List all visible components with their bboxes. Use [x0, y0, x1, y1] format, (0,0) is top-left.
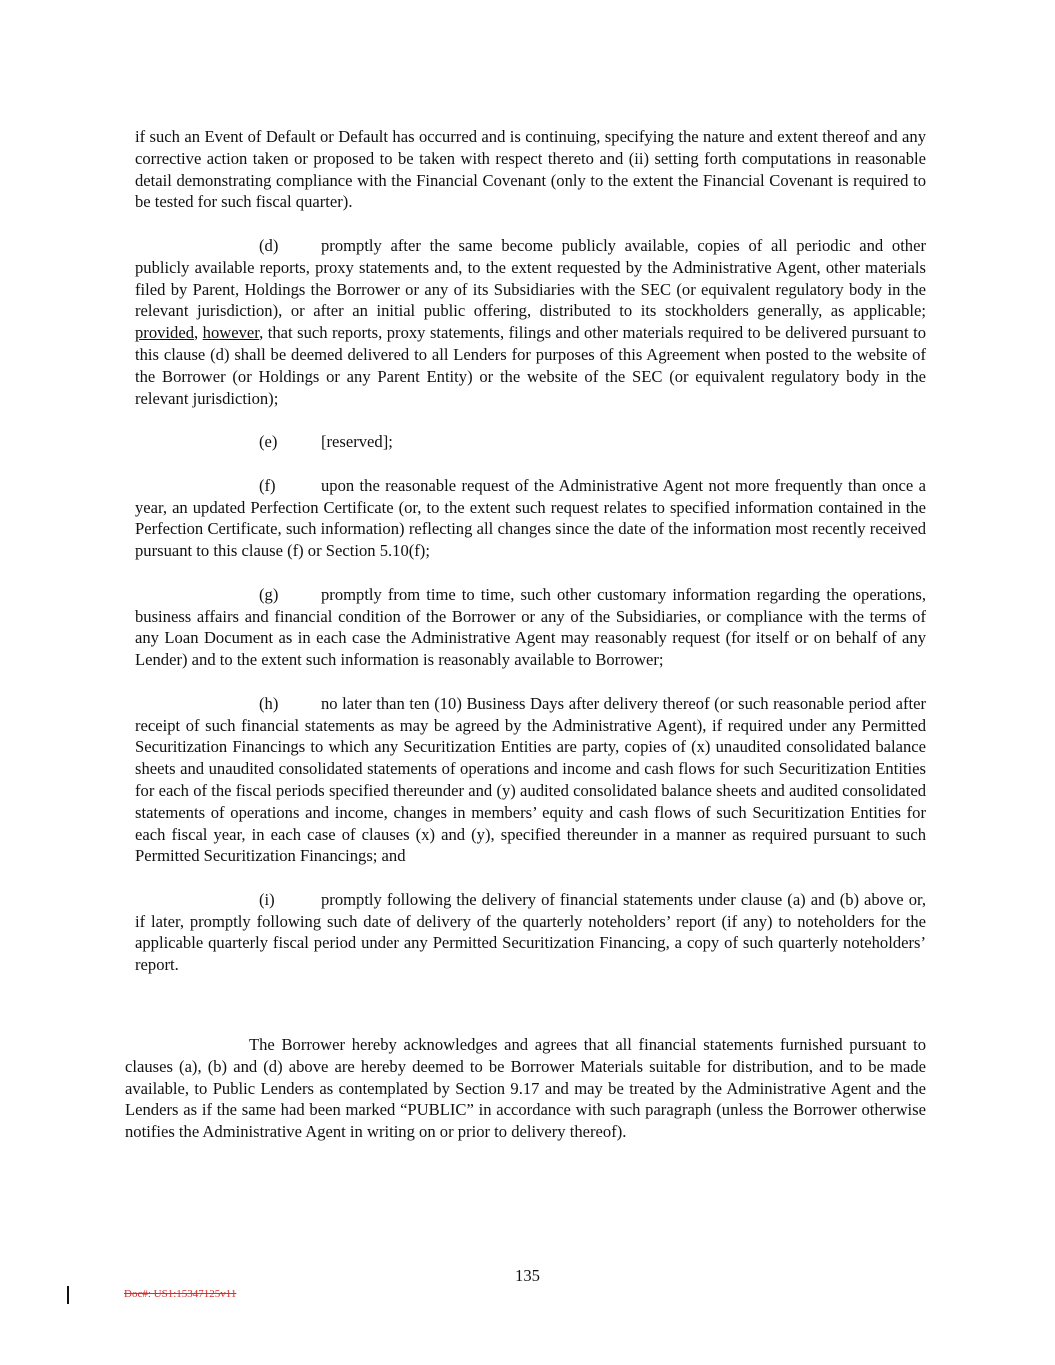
closing-paragraph — [125, 1034, 926, 1143]
revision-change-bar — [67, 1286, 69, 1304]
clause-label-g: (g) — [259, 584, 279, 604]
clause-g-text: promptly from time to time, such other customary information regarding the operations, business affairs and financial condition of the Borrower or any of the Subsidiaries, or compliance with the terms of any Loan Document as in each case the Administrative Agent may reasonably request (for itself or on behalf of any Lender) and to the extent such information is reasonably available to Borrower; — [135, 584, 926, 670]
paragraph-h — [135, 693, 926, 867]
clause-d-text-after: , that such reports, proxy statements, filings and other materials required to be delivered pursuant to this clause (d) shall be deemed delivered to all Lenders for purposes of this Agreement when posted to the website of the Borrower (or Holdings or any Parent Entity) or the website of the SEC (or equivalent regulatory body in the relevant jurisdiction); — [135, 323, 926, 408]
clause-label-i: (i) — [259, 889, 275, 909]
clause-label-d: (d) — [259, 235, 279, 255]
however-term: however — [202, 323, 260, 343]
clause-h-text: no later than ten (10) Business Days after delivery thereof (or such reasonable period after receipt of such financial statements as may be agreed by the Administrative Agent), if required under any Permitted Securitization Financings to which any Securitization Entities are party, copies of (x) unaudited consolidated balance sheets and unaudited consolidated statements of operations and income and cash flows for such Securitization Entities for each of the fiscal periods specified thereunder and (y) audited consolidated balance sheets and audited consolidated statements of operations and income, changes in members’ equity and cash flows of such Securitization Entities for each fiscal year, in each case of clauses (x) and (y), specified thereunder in a manner as required pursuant to such Permitted Securitization Financings; and — [135, 693, 926, 866]
page-number: 135 — [515, 1266, 540, 1285]
paragraph-e — [135, 431, 926, 453]
document-id: Doc#: US1:15347125v11 — [124, 1288, 237, 1300]
closing-text: The Borrower hereby acknowledges and agrees that all financial statements furnished pursuant to clauses (a), (b) and (d) above are hereby deemed to be Borrower Materials suitable for distribution, and to be made available, to Public Lenders as contemplated by Section 9.17 and may be treated by the Administrative Agent and the Lenders as if the same had been marked “PUBLIC” in accordance with such paragraph (unless the Borrower otherwise notifies the Administrative Agent in writing on or prior to delivery thereof). — [125, 1035, 926, 1142]
clause-d-comma: , — [194, 323, 203, 343]
paragraph-d — [135, 235, 926, 409]
paragraph-continuation: if such an Event of Default or Default has occurred and is continuing, specifying the nature and extent thereof and any corrective action taken or proposed to be taken with respect thereto and (ii) setting forth computations in reasonable detail demonstrating compliance with the Financial Covenant (only to the extent the Financial Covenant is required to be tested for such fiscal quarter). — [135, 127, 926, 212]
clause-label-e: (e) — [259, 432, 278, 452]
paragraph-f — [135, 475, 926, 562]
paragraph-i — [135, 889, 926, 976]
provided-term: provided — [135, 323, 194, 343]
clause-d-text-before: promptly after the same become publicly available, copies of all periodic and other publicly available reports, proxy statements and, to the extent requested by the Administrative Agent, other materials filed by Parent, Holdings the Borrower or any of its Subsidiaries with the SEC (or equivalent regulatory body in the relevant jurisdiction), or after an initial public offering, distributed to its stockholders generally, as applicable; — [135, 235, 926, 321]
clause-label-f: (f) — [259, 475, 276, 495]
clause-f-text: upon the reasonable request of the Administrative Agent not more frequently than once a year, an updated Perfection Certificate (or, to the extent such request relates to specified information contained in the Perfection Certificate, such information) reflecting all changes since the date of the information most recently received pursuant to this clause (f) or Section 5.10(f); — [135, 475, 926, 561]
paragraph-g — [135, 584, 926, 671]
clause-i-text: promptly following the delivery of financial statements under clause (a) and (b) above or, if later, promptly following such date of delivery of the quarterly noteholders’ report (if any) to noteholders for the applicable quarterly fiscal period under any Permitted Securitization Financing, a copy of such quarterly noteholders’ report. — [135, 889, 926, 975]
body-text — [135, 126, 926, 998]
clause-label-h: (h) — [259, 693, 279, 713]
clause-e-text: [reserved]; — [321, 432, 393, 452]
